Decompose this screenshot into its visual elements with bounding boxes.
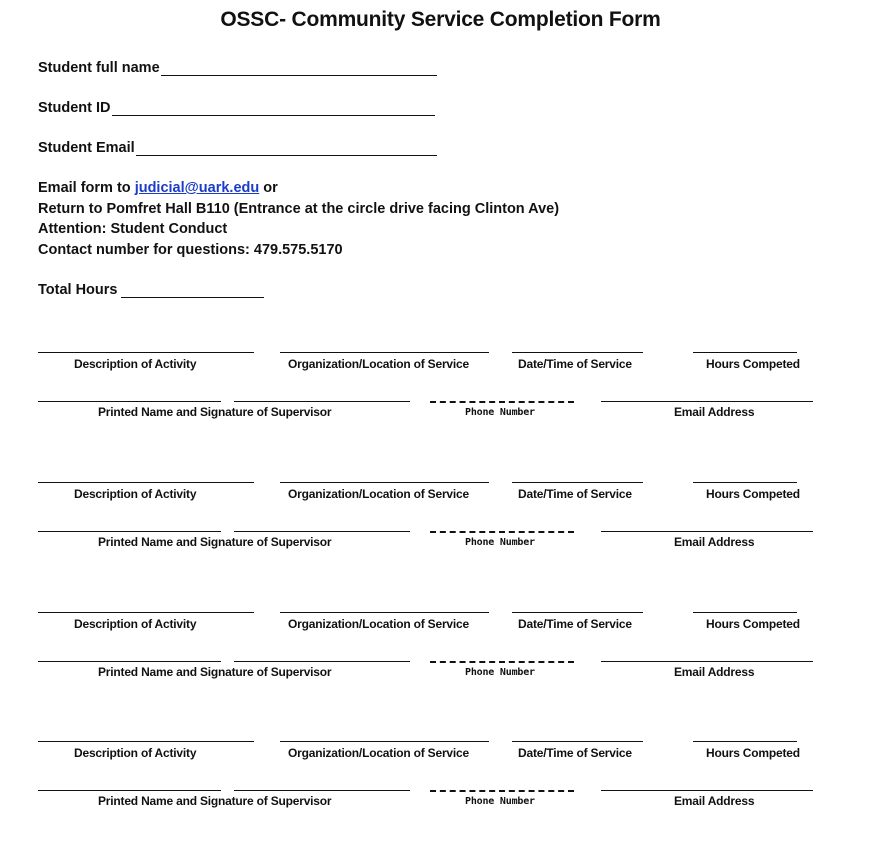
phone-line[interactable]	[430, 531, 574, 533]
hours-line[interactable]	[693, 352, 797, 353]
phone-label: Phone Number	[465, 537, 535, 548]
supervisor-name-line[interactable]	[38, 531, 221, 532]
date-time-label: Date/Time of Service	[518, 746, 632, 760]
date-time-line[interactable]	[512, 741, 643, 742]
email-line[interactable]	[601, 401, 813, 402]
email-label: Email Address	[674, 535, 755, 549]
email-label: Email Address	[674, 665, 755, 679]
phone-line[interactable]	[430, 401, 574, 403]
student-id-line[interactable]	[112, 101, 435, 116]
organization-label: Organization/Location of Service	[288, 487, 469, 501]
student-email-label: Student Email	[38, 140, 135, 156]
description-label: Description of Activity	[74, 617, 197, 631]
supervisor-signature-line[interactable]	[234, 661, 410, 662]
description-label: Description of Activity	[74, 357, 197, 371]
email-instruction-suffix: or	[259, 180, 278, 196]
hours-label: Hours Competed	[706, 746, 800, 760]
student-full-name-line[interactable]	[161, 61, 437, 76]
date-time-label: Date/Time of Service	[518, 617, 632, 631]
date-time-line[interactable]	[512, 612, 643, 613]
email-line[interactable]	[601, 790, 813, 791]
organization-line[interactable]	[280, 482, 489, 483]
email-line[interactable]	[601, 661, 813, 662]
supervisor-label: Printed Name and Signature of Supervisor	[98, 535, 332, 549]
date-time-line[interactable]	[512, 352, 643, 353]
email-label: Email Address	[674, 794, 755, 808]
date-time-label: Date/Time of Service	[518, 487, 632, 501]
email-label: Email Address	[674, 405, 755, 419]
supervisor-label: Printed Name and Signature of Supervisor	[98, 405, 332, 419]
date-time-label: Date/Time of Service	[518, 357, 632, 371]
description-label: Description of Activity	[74, 487, 197, 501]
hours-line[interactable]	[693, 741, 797, 742]
student-full-name-label: Student full name	[38, 60, 160, 76]
contact-line: Contact number for questions: 479.575.5170	[38, 241, 343, 258]
hours-label: Hours Competed	[706, 357, 800, 371]
supervisor-name-line[interactable]	[38, 661, 221, 662]
organization-line[interactable]	[280, 352, 489, 353]
phone-line[interactable]	[430, 661, 574, 663]
supervisor-signature-line[interactable]	[234, 531, 410, 532]
hours-label: Hours Competed	[706, 487, 800, 501]
page-title: OSSC- Community Service Completion Form	[220, 8, 661, 31]
description-line[interactable]	[38, 612, 254, 613]
student-id-field[interactable]	[38, 100, 435, 116]
attention-line: Attention: Student Conduct	[38, 221, 228, 238]
hours-label: Hours Competed	[706, 617, 800, 631]
supervisor-signature-line[interactable]	[234, 401, 410, 402]
description-line[interactable]	[38, 741, 254, 742]
supervisor-name-line[interactable]	[38, 790, 221, 791]
organization-line[interactable]	[280, 612, 489, 613]
organization-label: Organization/Location of Service	[288, 617, 469, 631]
supervisor-label: Printed Name and Signature of Supervisor	[98, 794, 332, 808]
total-hours-field[interactable]	[38, 282, 264, 298]
student-id-label: Student ID	[38, 100, 111, 116]
supervisor-name-line[interactable]	[38, 401, 221, 402]
phone-label: Phone Number	[465, 407, 535, 418]
supervisor-label: Printed Name and Signature of Supervisor	[98, 665, 332, 679]
description-line[interactable]	[38, 352, 254, 353]
supervisor-signature-line[interactable]	[234, 790, 410, 791]
phone-line[interactable]	[430, 790, 574, 792]
student-email-line[interactable]	[136, 141, 437, 156]
organization-label: Organization/Location of Service	[288, 746, 469, 760]
submission-instructions	[38, 178, 559, 260]
judicial-email-link[interactable]: judicial@uark.edu	[134, 180, 260, 196]
hours-line[interactable]	[693, 612, 797, 613]
date-time-line[interactable]	[512, 482, 643, 483]
service-entry	[0, 612, 881, 692]
return-instruction: Return to Pomfret Hall B110 (Entrance at the circle drive facing Clinton Ave)	[38, 200, 560, 217]
email-instruction	[38, 178, 559, 199]
email-instruction-prefix: Email form to	[38, 180, 135, 196]
description-line[interactable]	[38, 482, 254, 483]
service-entry	[0, 352, 881, 432]
email-line[interactable]	[601, 531, 813, 532]
description-label: Description of Activity	[74, 746, 197, 760]
phone-label: Phone Number	[465, 667, 535, 678]
service-entry	[0, 482, 881, 562]
total-hours-line[interactable]	[121, 283, 264, 298]
student-email-field[interactable]	[38, 140, 437, 156]
organization-label: Organization/Location of Service	[288, 357, 469, 371]
organization-line[interactable]	[280, 741, 489, 742]
service-entry	[0, 741, 881, 821]
total-hours-label: Total Hours	[38, 282, 118, 298]
hours-line[interactable]	[693, 482, 797, 483]
student-full-name-field[interactable]	[38, 60, 437, 76]
phone-label: Phone Number	[465, 796, 535, 807]
